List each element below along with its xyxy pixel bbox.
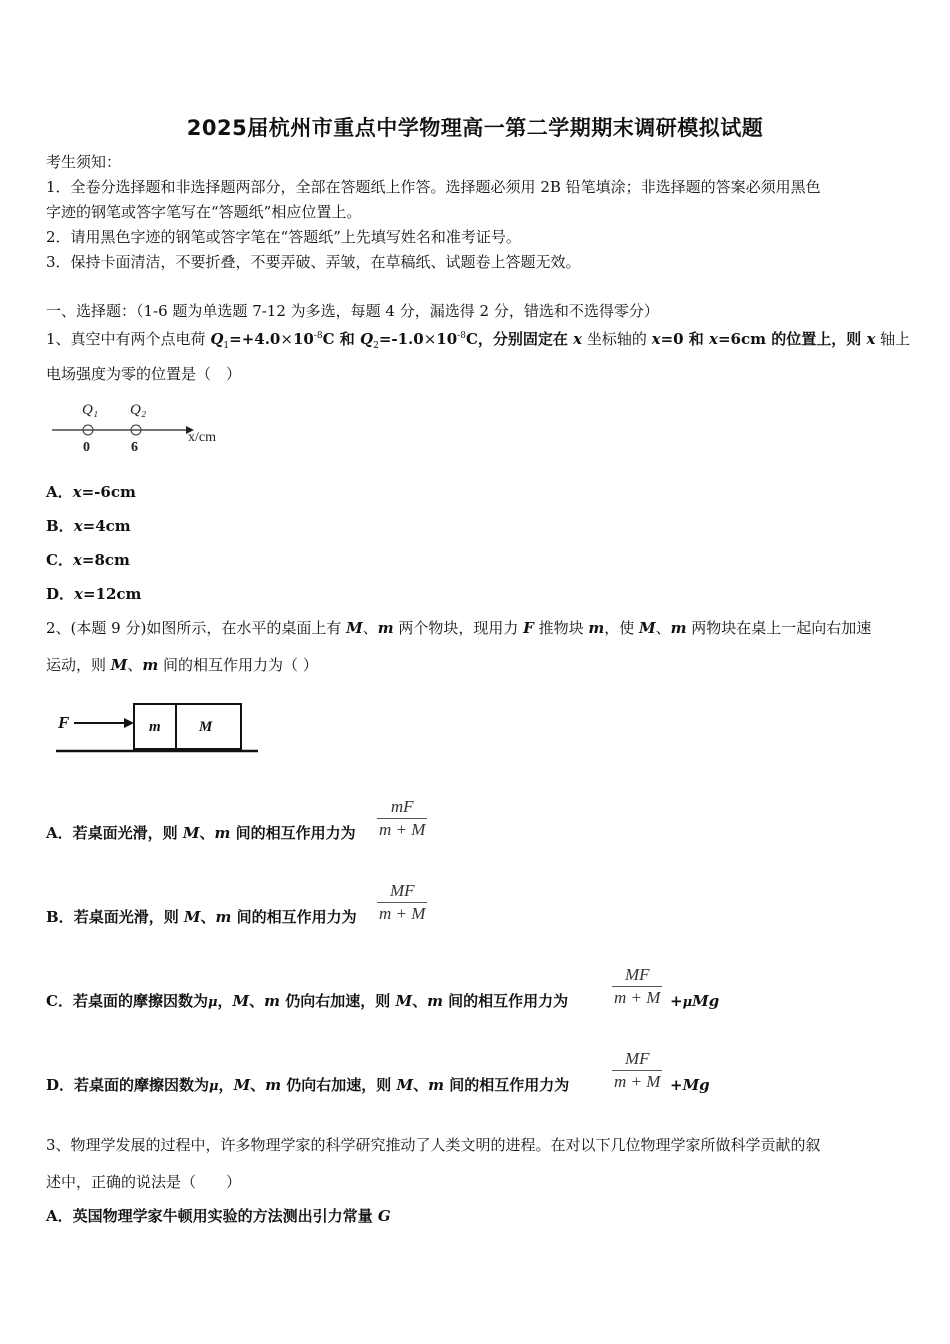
q2-d-tail: +Mg — [670, 1076, 710, 1094]
var-m: m — [265, 1076, 282, 1094]
question-2-text — [46, 619, 871, 637]
unit-text: C 和 — [322, 330, 360, 348]
x-var: x — [573, 330, 583, 348]
var-M: M — [232, 992, 250, 1010]
q2-text-part: 推物块 — [533, 619, 589, 637]
q2-option-c[interactable] — [46, 992, 568, 1012]
ten: 10 — [292, 330, 314, 348]
sep: 、 — [199, 824, 215, 842]
var-G: G — [377, 1207, 391, 1225]
option-text: 若桌面的摩擦因数为 — [72, 992, 208, 1010]
option-value: =-6cm — [81, 483, 136, 501]
var-M: M — [183, 908, 201, 926]
var-m: m — [377, 619, 394, 637]
q2-text-part: 2、(本题 9 分)如图所示，在水平的桌面上有 — [46, 619, 347, 637]
x-var: x — [866, 330, 876, 348]
fraction-numerator: MF — [612, 964, 662, 987]
q2-c-tail — [670, 992, 719, 1012]
var-F: F — [523, 619, 534, 637]
var-M: M — [395, 992, 413, 1010]
option-var: x — [72, 483, 82, 501]
option-text: 间的相互作用力为 — [442, 992, 569, 1010]
q1-option-d[interactable] — [46, 585, 141, 603]
notice-heading: 考生须知： — [46, 153, 122, 171]
question-1-line-2: 电场强度为零的位置是（ ） — [46, 365, 242, 383]
question-3-text: 3、物理学发展的过程中，许多物理学家的科学研究推动了人类文明的进程。在对以下几位物理学家所做科学贡献的叙 — [46, 1136, 821, 1154]
exponent: -8 — [457, 331, 466, 341]
q1-text-part: 轴上 — [875, 330, 911, 348]
option-letter: C． — [46, 551, 73, 569]
option-value: =8cm — [81, 551, 130, 569]
option-text: ， — [217, 992, 233, 1010]
page-title: 2025届杭州市重点中学物理高一第二学期期末调研模拟试题 — [186, 116, 764, 140]
var-m: m — [428, 1076, 445, 1094]
notice-line-1b: 字迹的钢笔或答字笔写在“答题纸”相应位置上。 — [46, 203, 362, 221]
var-M: M — [346, 619, 363, 637]
option-text: 若桌面光滑，则 — [73, 908, 184, 926]
option-text: 英国物理学家牛顿用实验的方法测出引力常量 — [72, 1207, 378, 1225]
fraction-denominator: m + M — [614, 988, 661, 1007]
sep: 、 — [200, 908, 216, 926]
fraction-denominator: m + M — [379, 904, 426, 923]
q2-symbol: Q — [360, 330, 374, 348]
q2-b-fraction — [377, 880, 427, 925]
q2-a-fraction — [377, 796, 427, 841]
x-var: x — [709, 330, 718, 348]
var-m: m — [142, 656, 159, 674]
sep: 、 — [655, 619, 671, 637]
label-q2: Q₂ — [130, 402, 147, 418]
var-M: M — [110, 656, 128, 674]
option-value: =12cm — [82, 585, 142, 603]
q2-text-part: 两物块在桌上一起向右加速 — [686, 619, 872, 637]
tick-6: 6 — [131, 440, 138, 455]
question-1-text — [46, 327, 910, 355]
label-q1: Q₁ — [82, 402, 99, 418]
option-text: 间的相互作用力为 — [231, 908, 357, 926]
var-m: m — [214, 824, 231, 842]
option-letter: B． — [46, 908, 74, 926]
unit-text: C，分别固定在 — [465, 330, 574, 348]
mu-symbol: μ — [209, 1079, 219, 1094]
option-text: 若桌面的摩擦因数为 — [74, 1076, 210, 1094]
q1-symbol: Q — [210, 330, 224, 348]
question-2-line-2 — [46, 656, 318, 674]
label-F: F — [58, 713, 70, 732]
var-m: m — [670, 619, 687, 637]
q2-option-d[interactable] — [46, 1076, 569, 1096]
var-M: M — [396, 1076, 414, 1094]
times-sign: × — [280, 330, 293, 348]
force-arrow-icon — [124, 718, 134, 728]
label-m: m — [149, 719, 161, 735]
sep: 、 — [413, 1076, 429, 1094]
mu-symbol: μ — [207, 995, 218, 1010]
blocks-figure — [54, 696, 264, 758]
q1-option-b[interactable] — [46, 517, 131, 535]
option-letter: B． — [46, 517, 74, 535]
section-heading: 一、选择题：（1-6 题为单选题 7-12 为多选，每题 4 分，漏选得 2 分，错选和不选得零分） — [46, 302, 659, 320]
sep: 、 — [250, 1076, 266, 1094]
q1-text-part: =0 和 — [660, 330, 710, 348]
label-M: M — [199, 719, 213, 735]
times-sign: × — [423, 330, 437, 348]
q2-text-part: 运动，则 — [46, 656, 111, 674]
axis-label: x/cm — [188, 430, 216, 445]
question-3-line-2: 述中，正确的说法是（ ） — [46, 1173, 242, 1191]
var-M: M — [639, 619, 656, 637]
q1-value: =+4.0 — [229, 330, 281, 348]
option-letter: A． — [46, 483, 73, 501]
sep: 、 — [362, 619, 378, 637]
q2-text-part: 两个物块，现用力 — [393, 619, 524, 637]
option-letter: D． — [46, 1076, 75, 1094]
q1-option-a[interactable] — [46, 483, 136, 501]
option-text: 若桌面光滑，则 — [72, 824, 183, 842]
notice-line-3: 3．保持卡面清洁，不要折叠，不要弄破、弄皱，在草稿纸、试题卷上答题无效。 — [46, 253, 581, 271]
var-m: m — [264, 992, 280, 1010]
option-var: x — [73, 517, 83, 535]
q2-value: =-1.0 — [378, 330, 424, 348]
q1-text-part: 坐标轴的 — [582, 330, 652, 348]
var-M: M — [182, 824, 200, 842]
var-M: M — [233, 1076, 251, 1094]
x-var: x — [651, 330, 661, 348]
fraction-numerator: MF — [377, 880, 427, 903]
q1-option-c[interactable] — [46, 551, 130, 569]
option-letter: D． — [46, 585, 75, 603]
q2-option-b[interactable] — [46, 908, 357, 926]
sep: 、 — [127, 656, 143, 674]
q1-text-part: 1、真空中有两个点电荷 — [46, 330, 211, 348]
q3-option-a[interactable] — [46, 1207, 391, 1225]
option-var: x — [72, 551, 82, 569]
sep: 、 — [412, 992, 428, 1010]
q1-text-part: =6cm 的位置上，则 — [717, 330, 867, 348]
q2-text-part: 间的相互作用力为（ ） — [158, 656, 318, 674]
var-m: m — [427, 992, 443, 1010]
fraction-denominator: m + M — [379, 820, 426, 839]
option-letter: C． — [46, 992, 73, 1010]
sep: 、 — [249, 992, 265, 1010]
fraction-denominator: m + M — [614, 1072, 661, 1091]
exponent: -8 — [313, 331, 323, 341]
option-text: ， — [218, 1076, 234, 1094]
q2-subscript: 2 — [373, 341, 379, 351]
notice-line-2: 2．请用黑色字迹的钢笔或答字笔在“答题纸”上先填写姓名和准考证号。 — [46, 228, 521, 246]
plus-sign: + — [670, 992, 683, 1010]
q2-c-fraction — [612, 964, 662, 1009]
option-var: x — [74, 585, 83, 603]
option-letter: A． — [46, 824, 73, 842]
option-text: 仍向右加速，则 — [280, 992, 396, 1010]
var-m: m — [588, 619, 605, 637]
option-letter: A． — [46, 1207, 73, 1225]
q2-text-part: ，使 — [604, 619, 640, 637]
option-text: 间的相互作用力为 — [230, 824, 356, 842]
option-text: 间的相互作用力为 — [444, 1076, 570, 1094]
fraction-numerator: mF — [377, 796, 427, 819]
mu-symbol: μ — [682, 995, 693, 1010]
q2-option-a[interactable] — [46, 824, 356, 842]
charge-axis-figure — [46, 396, 236, 458]
ten: 10 — [436, 330, 458, 348]
option-text: 仍向右加速，则 — [281, 1076, 397, 1094]
fraction-numerator: MF — [612, 1048, 662, 1071]
var-Mg: Mg — [692, 992, 720, 1010]
q2-d-fraction — [612, 1048, 662, 1093]
option-value: =4cm — [82, 517, 131, 535]
notice-line-1a: 1．全卷分选择题和非选择题两部分，全部在答题纸上作答。选择题必须用 2B 铅笔填涂；非选择题的答案必须用黑色 — [46, 178, 821, 196]
tick-0: 0 — [83, 440, 90, 455]
q1-subscript: 1 — [223, 341, 230, 351]
var-m: m — [215, 908, 232, 926]
